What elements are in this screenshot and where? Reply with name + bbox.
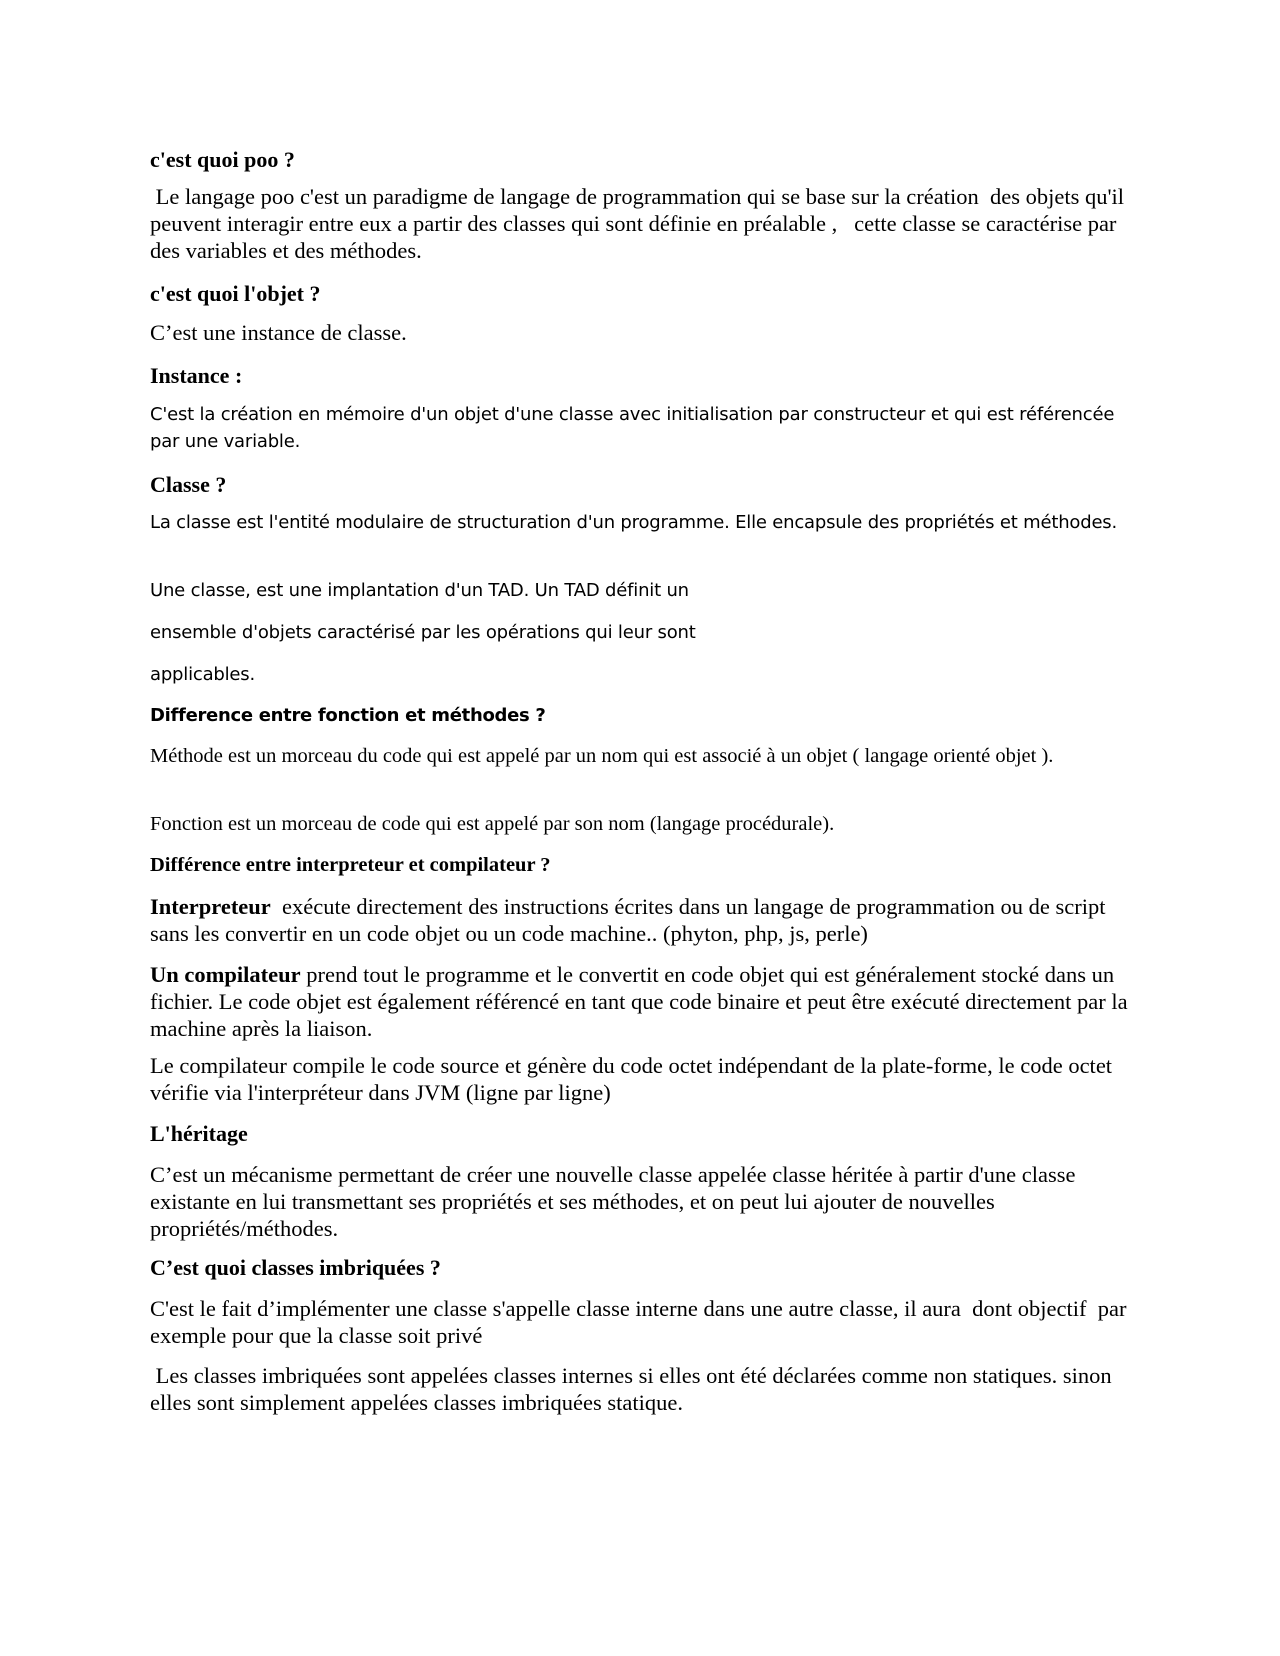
paragraph-objet: C’est une instance de classe.: [150, 320, 407, 345]
compilateur-text: prend tout le programme et le convertit en code objet qui est généralement stocké dans un fichier. Le code objet est également référencé en tant que code binaire et peut être exécuté directement par la machine après la liaison.: [150, 962, 1128, 1041]
paragraph-methode: Méthode est un morceau du code qui est appelé par un nom qui est associé à un objet ( langage orienté objet ).: [150, 745, 1054, 767]
compilateur-lead: Un compilateur: [150, 962, 301, 987]
heading-heritage: L'héritage: [150, 1121, 248, 1146]
paragraph-jvm: Le compilateur compile le code source et génère du code octet indépendant de la plate-forme, le code octet vérifie via l'interpréteur dans JVM (ligne par ligne): [150, 1053, 1113, 1105]
paragraph-instance: C'est la création en mémoire d'un objet d'une classe avec initialisation par constructeur et qui est référencée par une variable.: [150, 404, 1115, 452]
heading-interpreteur-compilateur: Différence entre interpreteur et compilateur ?: [150, 854, 551, 876]
paragraph-compilateur: [150, 961, 1130, 1042]
heading-imbriquees: C’est quoi classes imbriquées ?: [150, 1255, 441, 1280]
paragraph-fonction: Fonction est un morceau de code qui est appelé par son nom (langage procédurale).: [150, 813, 835, 835]
interpreteur-lead: Interpreteur: [150, 894, 271, 919]
paragraph-poo: Le langage poo c'est un paradigme de langage de programmation qui se base sur la création des objets qu'il peuvent interagir entre eux a partir des classes qui sont définie en préalable , cette classe se caractérise par des variables et des méthodes.: [150, 184, 1130, 263]
paragraph-interpreteur: [150, 893, 1130, 947]
paragraph-imbriquees-2: Les classes imbriquées sont appelées classes internes si elles ont été déclarées comme non statiques. sinon elles sont simplement appelées classes imbriquées statique.: [150, 1363, 1118, 1415]
heading-instance: Instance :: [150, 363, 243, 388]
paragraph-classe-2: Une classe, est une implantation d'un TAD. Un TAD définit un: [150, 580, 689, 601]
heading-fonction-methode: Difference entre fonction et méthodes ?: [150, 705, 546, 726]
paragraph-classe-4: applicables.: [150, 664, 256, 685]
paragraph-classe-1: La classe est l'entité modulaire de structuration d'un programme. Elle encapsule des propriétés et méthodes.: [150, 512, 1118, 533]
paragraph-classe-3: ensemble d'objets caractérisé par les opérations qui leur sont: [150, 622, 696, 643]
interpreteur-text: exécute directement des instructions écrites dans un langage de programmation ou de script sans les convertir en un code objet ou un code machine.. (phyton, php, js, perle): [150, 894, 1112, 946]
heading-poo: c'est quoi poo ?: [150, 147, 295, 172]
paragraph-imbriquees-1: C'est le fait d’implémenter une classe s'appelle classe interne dans une autre classe, il aura dont objectif par exemple pour que la classe soit privé: [150, 1296, 1133, 1348]
paragraph-heritage: C’est un mécanisme permettant de créer une nouvelle classe appelée classe héritée à partir d'une classe existante en lui transmettant ses propriétés et ses méthodes, et on peut lui ajouter de nouvelles propriétés/méthodes.: [150, 1162, 1076, 1241]
heading-objet: c'est quoi l'objet ?: [150, 281, 321, 306]
heading-classe: Classe ?: [150, 472, 227, 497]
